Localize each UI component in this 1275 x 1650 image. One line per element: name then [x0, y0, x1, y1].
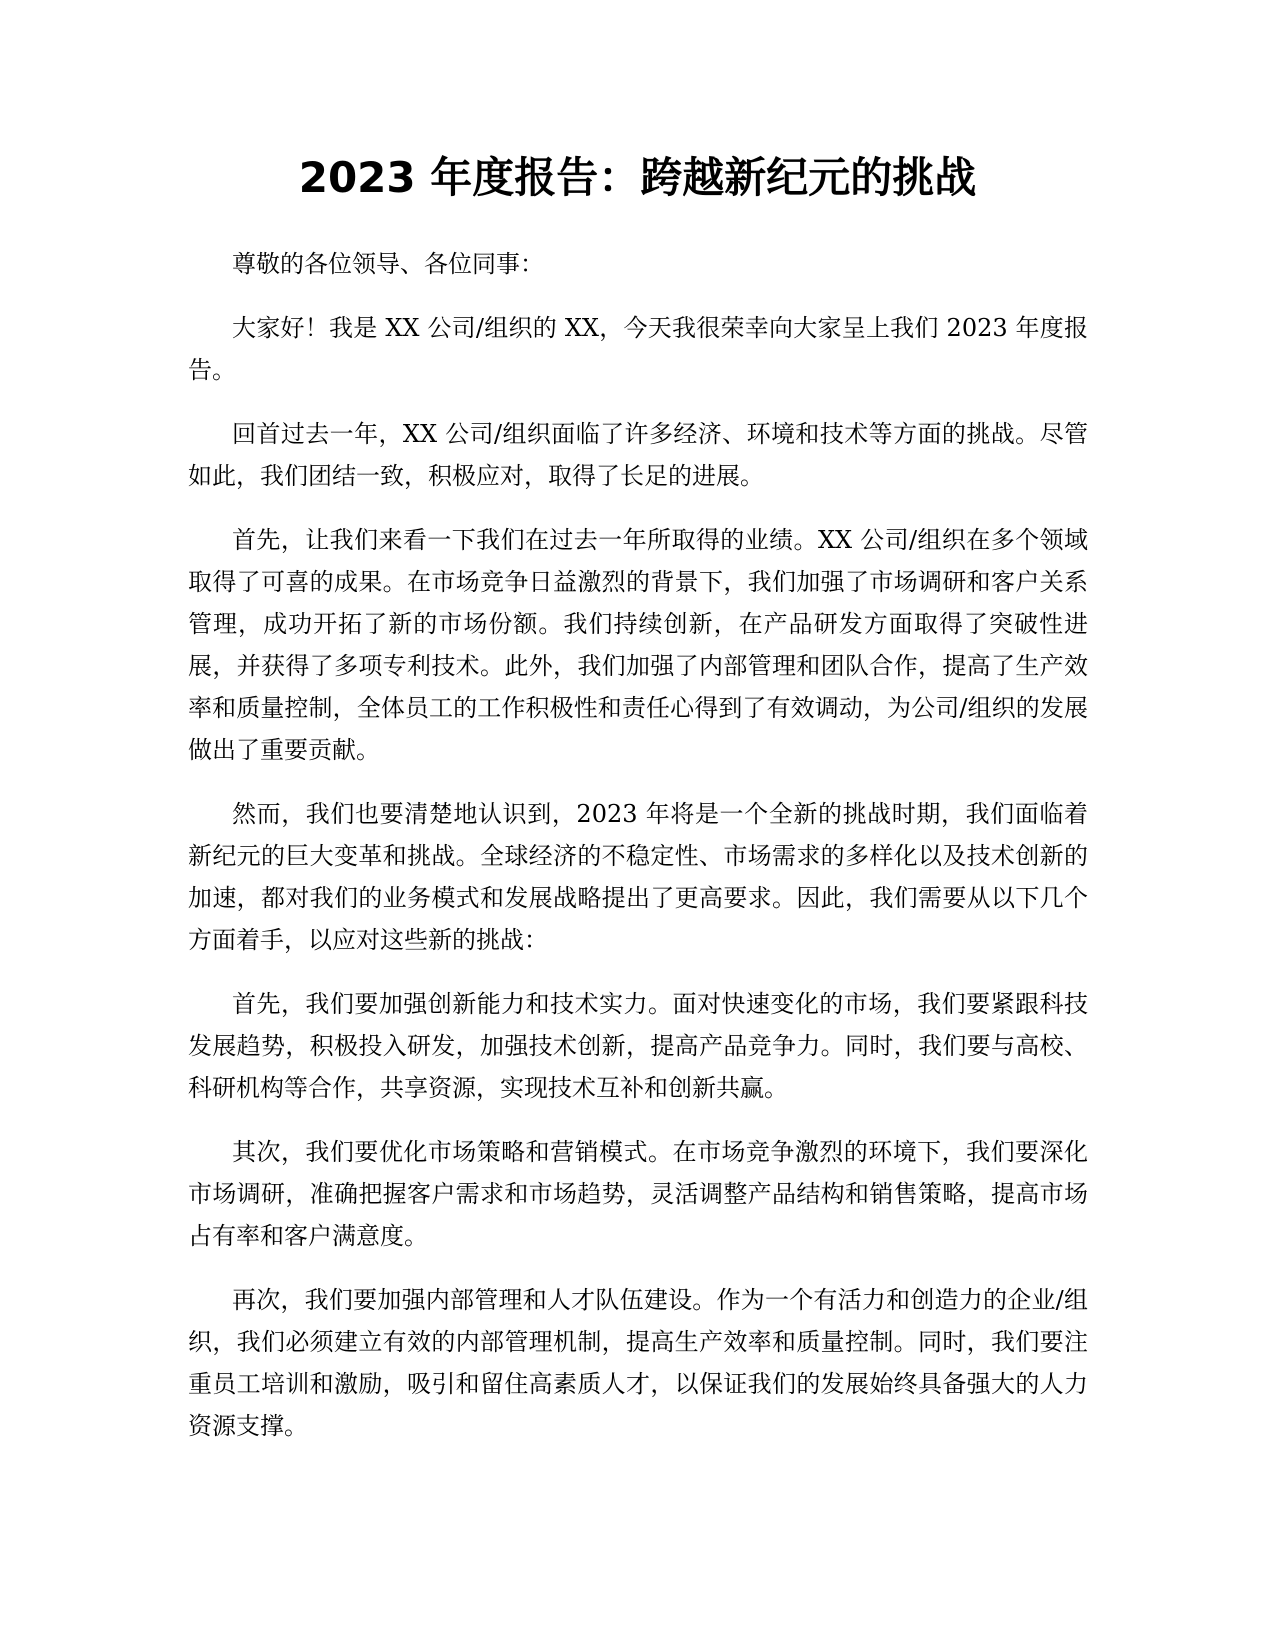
paragraph-marketing: 其次，我们要优化市场策略和营销模式。在市场竞争激烈的环境下，我们要深化市场调研，准确把握客户需求和市场趋势，灵活调整产品结构和销售策略，提高市场占有率和客户满意度。: [188, 1138, 1088, 1250]
document-title: 2023 年度报告：跨越新纪元的挑战: [298, 153, 977, 202]
paragraph-greeting: 大家好！我是 XX 公司/组织的 XX，今天我很荣幸向大家呈上我们 2023 年度报告。: [188, 314, 1088, 384]
paragraph-innovation: 首先，我们要加强创新能力和技术实力。面对快速变化的市场，我们要紧跟科技发展趋势，积极投入研发，加强技术创新，提高产品竞争力。同时，我们要与高校、科研机构等合作，共享资源，实现技术互补和创新共赢。: [188, 990, 1088, 1102]
paragraph-achievements: 首先，让我们来看一下我们在过去一年所取得的业绩。XX 公司/组织在多个领域取得了可喜的成果。在市场竞争日益激烈的背景下，我们加强了市场调研和客户关系管理，成功开拓了新的市场份额。我们持续创新，在产品研发方面取得了突破性进展，并获得了多项专利技术。此外，我们加强了内部管理和团队合作，提高了生产效率和质量控制，全体员工的工作积极性和责任心得到了有效调动，为公司/组织的发展做出了重要贡献。: [188, 526, 1088, 764]
paragraph-salutation: 尊敬的各位领导、各位同事：: [232, 250, 544, 278]
paragraph-management: 再次，我们要加强内部管理和人才队伍建设。作为一个有活力和创造力的企业/组织，我们必须建立有效的内部管理机制，提高生产效率和质量控制。同时，我们要注重员工培训和激励，吸引和留住高素质人才，以保证我们的发展始终具备强大的人力资源支撑。: [188, 1286, 1088, 1440]
paragraph-review: 回首过去一年，XX 公司/组织面临了许多经济、环境和技术等方面的挑战。尽管如此，我们团结一致，积极应对，取得了长足的进展。: [188, 420, 1088, 490]
paragraph-challenges: 然而，我们也要清楚地认识到，2023 年将是一个全新的挑战时期，我们面临着新纪元的巨大变革和挑战。全球经济的不稳定性、市场需求的多样化以及技术创新的加速，都对我们的业务模式和发展战略提出了更高要求。因此，我们需要从以下几个方面着手，以应对这些新的挑战：: [188, 800, 1088, 954]
document-body: [188, 243, 1088, 1469]
